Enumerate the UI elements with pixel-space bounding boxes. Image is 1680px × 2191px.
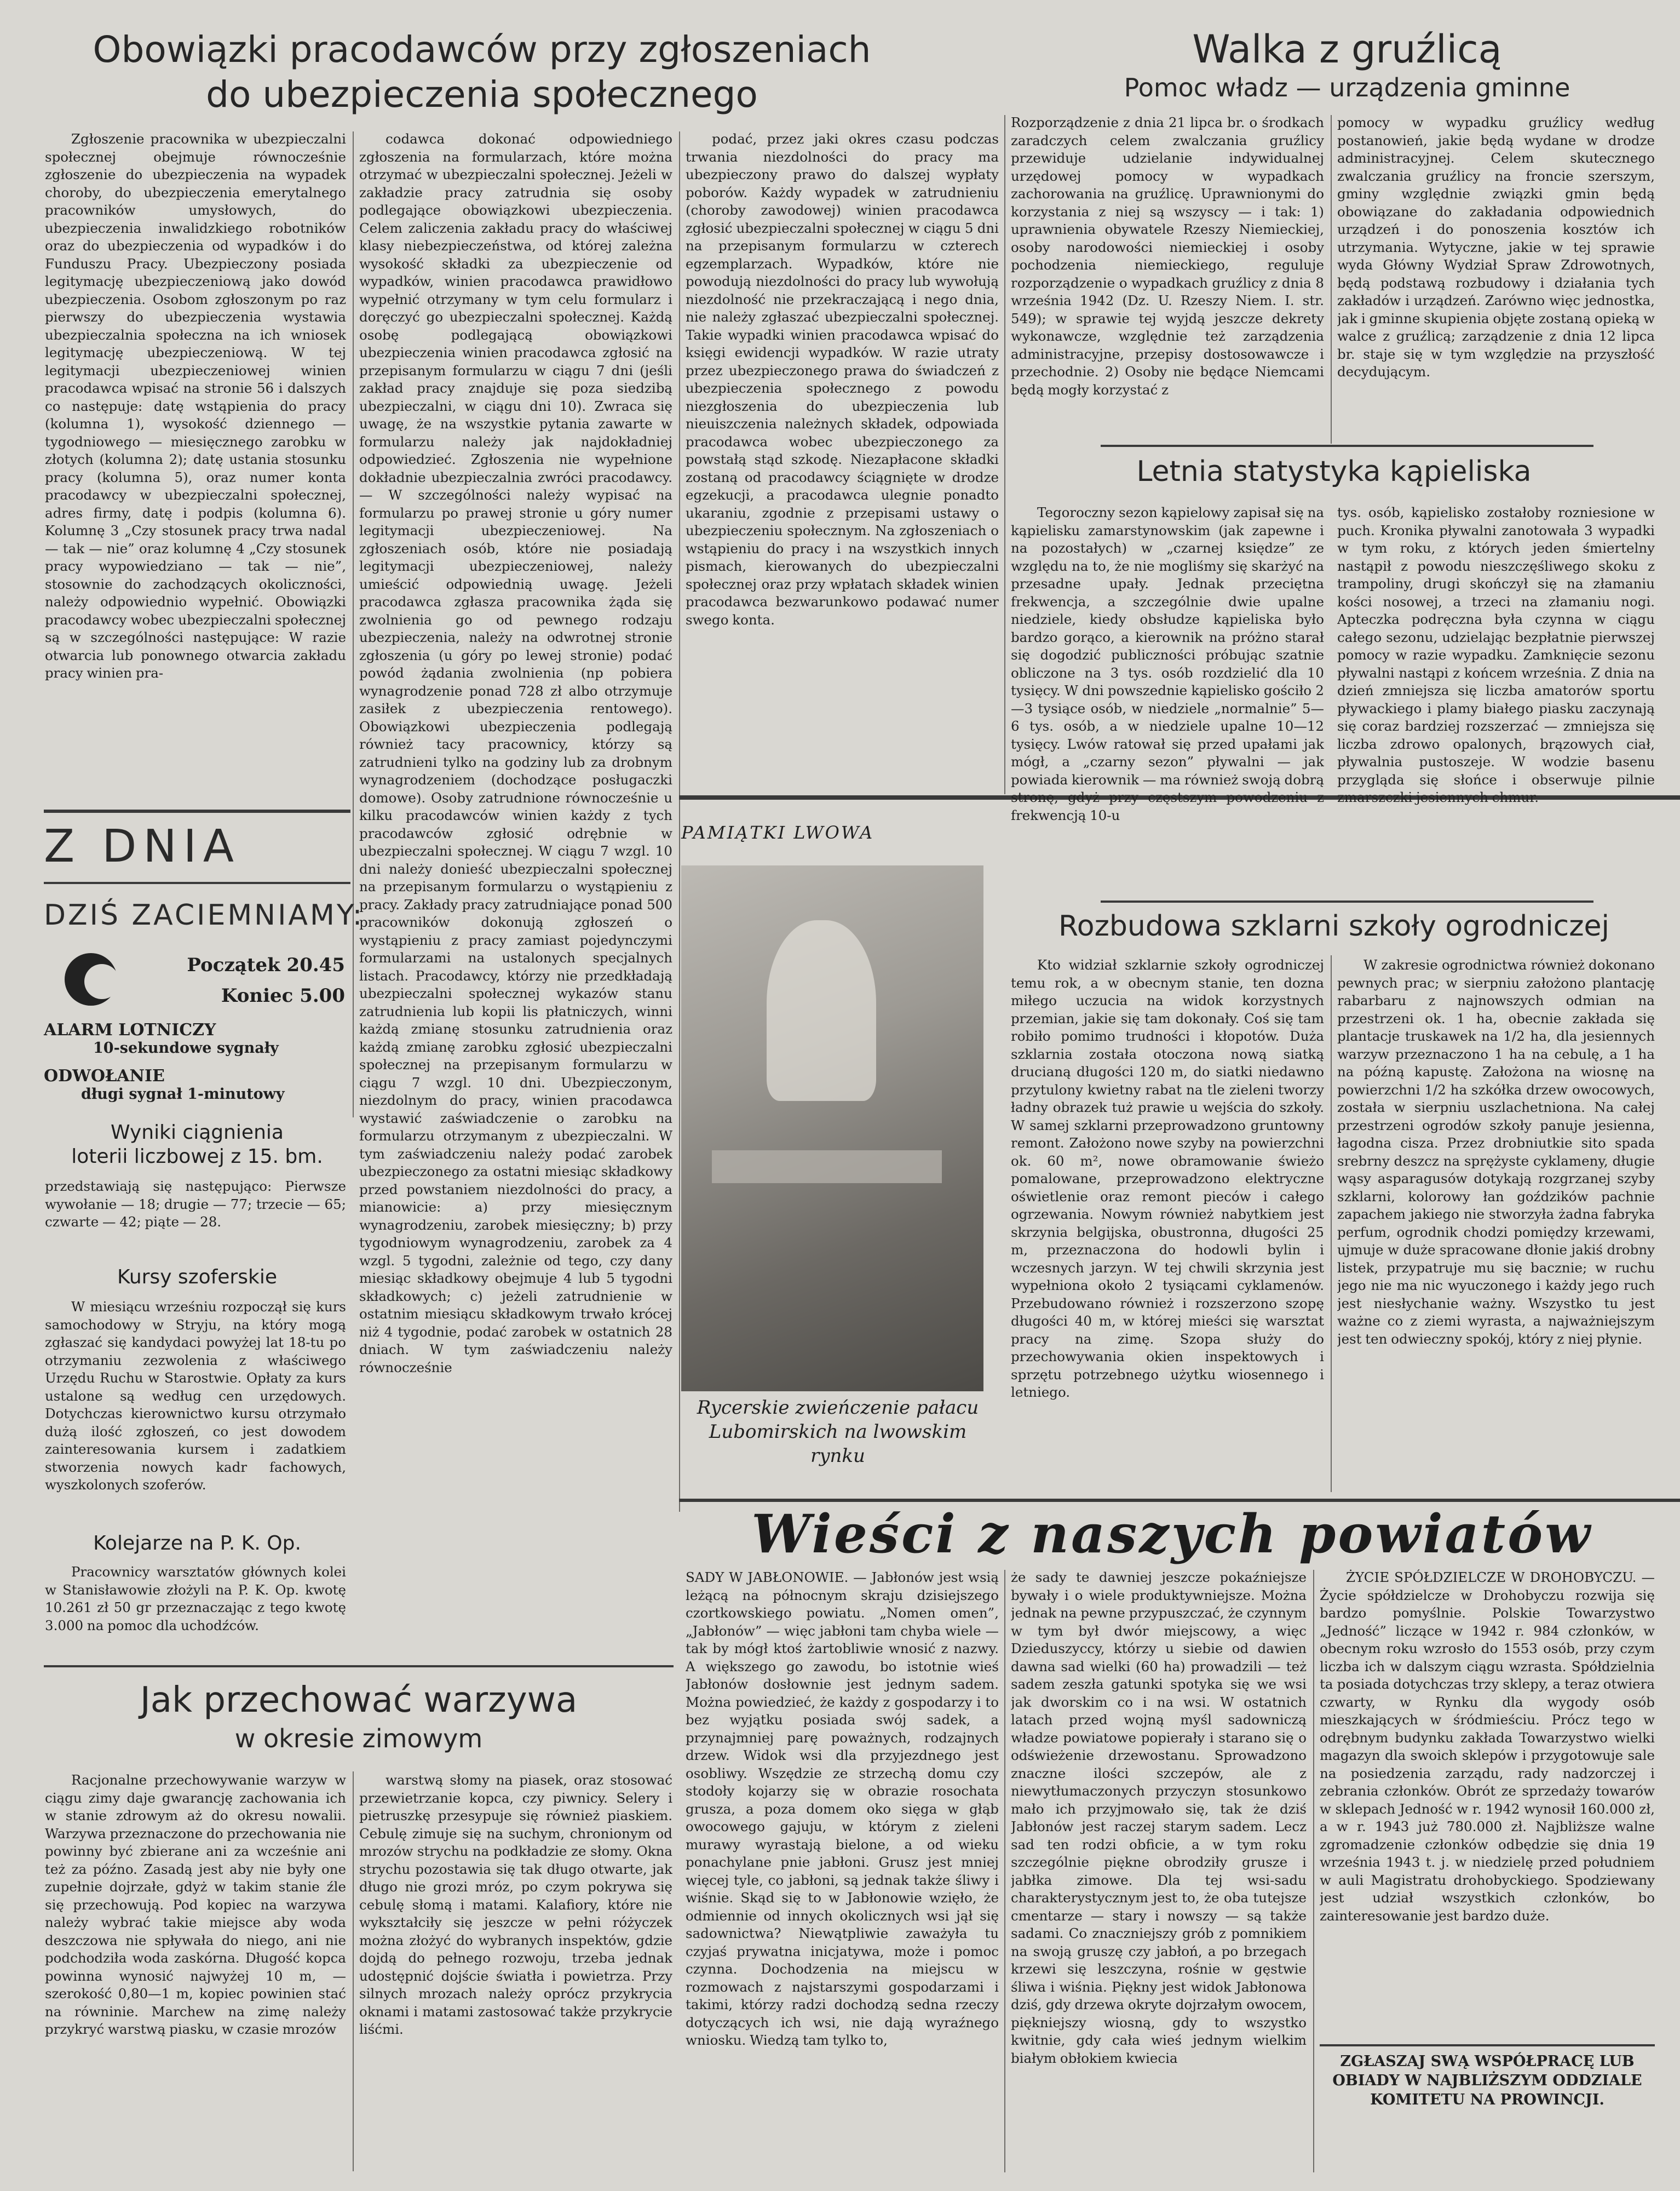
blackout-end-label: Koniec bbox=[221, 985, 294, 1007]
lottery-text: przedstawiają się następująco: Pierwsze wywołanie — 18; drugie — 77; trzecie — 65; czwarte — 42; piąte — 28. bbox=[45, 1178, 346, 1230]
article-5-column-2: warstwą słomy na piasek, oraz stosować przewietrzanie kopca, czy piwnicy. Selery i pietruszkę przesypuje się również piaskiem. Cebulę zimuje się na suchym, chronionym od mrozów strychu na podkładzie ze słomy. Okna strychu pozostawia się tak długo otwarte, jak długo nie grozi mróz, po czym pokrywa się cebulę słomą i matami. Kalafiory, które nie wykształciły się jeszcze w pełni różyczek można złożyć do wybranych inspektów, gdzie dojdą do pełnego rozwoju, trzeba jednak udostępnić dojście światła i powietrza. Przy silnych mrozach należy oprócz przykrycia oknami i matami zastosować także przykrycie liśćmi. bbox=[359, 1772, 672, 2037]
article-3-column-1: Tegoroczny sezon kąpielowy zapisał się na kąpielisku zamarstynowskim (jak zapewne i na pozostałych) w „czarnej księdze” ze względu na to, że nie mogliśmy się skarżyć na przesadne upały. Jednak przeciętna frekwencja, a szczególnie dwie upalne niedziele, kiedy obsłudze kąpieliska było bardzo gorąco, a kierownik na próżno starał się dogodzić publiczności próbując szatnie obliczone na 3 tys. osób rozdzielić dla 10 tysięcy. W dni powszednie kąpielisko gościło 2—3 tysiące osób, w niedziele „normalnie” 5—6 tys. osób, a w niedziele upalne 10—12 tysięcy. Lwów ratował się przed upałami jak mógł, a „czarny sezon” pływalni — jak powiada kierownik — ma również swoją dobrą stronę, gdyż przy częstszym powodzeniu z frekwencją 10-u bbox=[1011, 504, 1324, 823]
sidebar-title-rule bbox=[44, 882, 350, 884]
article-4-title: Rozbudowa szklarni szkoły ogrodniczej bbox=[1058, 910, 1609, 943]
air-raid-text: 10-sekundowe sygnały bbox=[93, 1040, 279, 1057]
article-6-column-3: ŻYCIE SPÓŁDZIELCZE W DROHOBYCZU. — Życie spółdzielcze w Drohobyczu rozwija się bardzo pomyślnie. Polskie Towarzystwo „Jedność” liczące w 1942 r. 984 członków, w obecnym roku wzrosło do 1553 osób, przy czym liczba ich w dalszym ciągu wzrasta. Spółdzielnia ta posiada dotychczas trzy sklepy, a teraz otwiera czwarty, w Rynku dla wygody osób mieszkających w śródmieściu. Prócz tego w odrębnym budynku zakłada Towarzystwo wielki magazyn dla swoich sklepów i przygotowuje sale na posiedzenia zarządu, rady nadzorczej i zebrania członków. Obrót ze sprzedaży towarów w sklepach Jedność w r. 1942 wynosił 160.000 zł, a w r. 1943 już 780.000 zł. Najbliższe walne zgromadzenie członków odbędzie się dnia 19 września 1943 t. j. w niedzielę przed południem w auli Magistratu drohobyckiego. Spodziewany jest udział wszystkich członków, bo zainteresowanie jest bardzo duże. bbox=[1320, 1569, 1655, 1924]
photo-caption: Rycerskie zwieńczenie pałacu Lubomirskich na lwowskim rynku bbox=[697, 1397, 979, 1467]
article-6-title: Wieści z naszych powiatów bbox=[751, 1503, 1592, 1565]
article-4-column-1: Kto widział szklarnie szkoły ogrodniczej temu rok, a w obecnym stanie, ten dozna miłego uczucia na widok korzystnych przemian, jakie się tam dokonały. Coś się tam robiło pomimo trudności i kłopotów. Duża szklarnia została otoczona nową siatką drucianą długości 120 m, do siatki niedawno przytulony kwietny rabat na tle zieleni tworzy ładny obrazek tuż prawie u wejścia do szkoły. W samej szklarni przeprowadzono gruntowny remont. Założono nowe szyby na powierzchni ok. 60 m², nowe obramowanie świeżo pomalowane, przeprowadzono elektryczne oświetlenie oraz remont pieców i całego ogrzewania. Nowym również nabytkiem jest skrzynia belgijska, obustronna, długości 25 m, przeznaczona do hodowli bylin i wczesnych jarzyn. W tej chwili skrzynia jest wypełniona około 2 tysiącami cyklamenów. Przebudowano również i rozszerzono szopę długości 40 m, w której mieści się warsztat pracy na zimę. Szopa służy do przechowywania okien inspektowych i sprzętu potrzebnego użytku wiosennego i letniego. bbox=[1011, 957, 1324, 1400]
article-2-subtitle: Pomoc władz — urządzenia gminne bbox=[1124, 73, 1570, 102]
all-clear-title: ODWOŁANIE bbox=[44, 1066, 165, 1086]
article-1-title-line-1: Obowiązki pracodawców przy zgłoszeniach bbox=[93, 28, 871, 71]
railway-text: Pracownicy warsztatów głównych kolei w Stanisławowie złożyli na P. K. Op. kwotę 10.261 zł 50 gr przeznaczając z tego kwotę 3.000 na pomoc dla uchodźców. bbox=[45, 1564, 346, 1633]
lottery-title-line-2: loterii liczbowej z 15. bm. bbox=[71, 1145, 323, 1168]
column-divider bbox=[1004, 1570, 1005, 2172]
blackout-start bbox=[186, 953, 345, 977]
article-6-column-1: SADY W JABŁONOWIE. — Jabłonów jest wsią leżącą na północnym skraju dzisiejszego czortkowskiego powiatu. „Nomen omen”, „Jabłonów” — więc jabłoni tam chyba wiele — tak by mógł ktoś żartobliwie wnosić z nazwy. A większego go zawodu, bo istotnie wieś Jabłonów dosłownie jest jednym sadem. Można powiedzieć, że każdy z gospodarzy i to bez wyjątku posiada swój sadek, a przynajmniej parę poważnych, rodzajnych drzew. Widok wsi dla przyjezdnego jest osobliwy. Wszędzie ze strzechą domu czy stodoły kojarzy się w obrazie rosochata grusza, a poza domem oko sięga w głąb owocowego gajuju, w którym z zieleni murawy wyrastają bielone, a od wieku ponachylane pnie jabłoni. Grusz jest mniej więcej tyle, co jabłoni, są jednak także śliwy i wiśnie. Skąd się to w Jabłonowie wzięło, że odmiennie od innych okolicznych wsi jął się sadownictwa? Niewątpliwie zaważyła tu czyjaś prywatna inicjatywa, może i pomoc czynna. Dochodzenia na miejscu w rozmowach z najstarszymi gospodarzami i takimi, którzy radzi dochodzą sedna rzeczy dotyczących ich wsi, nie dają wyraźnego wniosku. Wiedzą tam tylko to, bbox=[686, 1569, 999, 2048]
air-raid-title: ALARM LOTNICZY bbox=[44, 1020, 216, 1040]
article-3-column-2: tys. osób, kąpielisko zostałoby rozniesione w puch. Kronika pływalni zanotowała 3 wypadki w tym roku, z których jeden śmiertelny nastąpił z powodu nieszczęśliwego skoku z trampoliny, drugi skończył się na złamaniu kości nosowej, a trzeci na złamaniu nogi. Apteczka podręczna była czynna w ciągu całego sezonu, udzielając bezpłatnie pierwszej pomocy w razie wypadku. Zamknięcie sezonu pływalni nastąpi z końcem września. Z dnia na dzień zmniejsza się liczba amatorów sportu pływackiego i plamy białego piasku zaczynają się coraz bardziej rozszerzać — zmniejsza się liczba zdrowo opalonych, brązowych ciał, pływalnia pustoszeje. W wodzie basenu przygląda się słońce i obserwuje pilnie zmarszczki jesiennych chmur. bbox=[1337, 504, 1655, 805]
article-5-rule bbox=[44, 1665, 674, 1667]
footer-notice-rule bbox=[1320, 2044, 1655, 2046]
footer-notice: ZGŁASZAJ SWĄ WSPÓŁPRACĘ LUB OBIADY W NAJBLIŻSZYM ODDZIALE KOMITETU NA PROWINCJI. bbox=[1332, 2053, 1642, 2108]
article-3-rule bbox=[1101, 445, 1593, 447]
moon-icon-cutout bbox=[84, 964, 119, 999]
column-divider bbox=[1004, 115, 1005, 794]
driving-course-text: W miesiącu wrześniu rozpoczął się kurs samochodowy w Stryju, na który mogą zgłaszać się kandydaci powyżej lat 18-tu po otrzymaniu zezwolenia z właściwego Urzędu Ruchu w Starostwie. Opłaty za kurs ustalone są według cen urzędowych. Dotychczas kierownictwo kursu otrzymało dużą ilość zgłoszeń, co jest dowodem zainteresowania kursem i zadatkiem stworzenia nowych kadr fachowych, wyszkolonych szoferów. bbox=[45, 1299, 346, 1493]
article-1-column-2: codawca dokonać odpowiedniego zgłoszenia na formularzach, które można otrzymać w ubezpieczalni społecznej. Jeżeli w zakładzie pracy zatrudnia się osoby podlegające obowiązkowi ubezpieczenia. Celem zaliczenia zakładu pracy do właściwej klasy niebezpieczeństwa, od której zależna wysokość składki za ubezpieczenie od wypadków, winien pracodawca prawidłowo wypełnić otrzymany w tym celu formularz i doręczyć go ubezpieczalni społecznej. Każdą osobę podlegającą obowiązkowi ubezpieczenia winien pracodawca zgłosić na przepisanym formularzu w ciągu 7 dni (jeśli zakład pracy znajduje się poza siedzibą ubezpieczalni, w ciągu dni 10). Zwraca się uwagę, że na wszystkie pytania zawarte w formularzu należy jak najdokładniej odpowiedzieć. Zgłoszenia nie wypełnione dokładnie ubezpieczalnia zwróci pracodawcy. — W szczególności należy wypisać na formularzu po prawej stronie u góry numer legitymacji ubezpieczeniowej. Na zgłoszeniach osób, które nie posiadają legitymacji ubezpieczeniowej, należy umieścić odpowiednią uwagę. Jeżeli pracodawca zgłasza pracownika żąda się zwolnienia go od pewnego rodzaju ubezpieczenia, należy na odwrotnej stronie zgłoszenia (u góry po lewej stronie) podać powód żądania zwolnienia (np pobiera wynagrodzenie ponad 728 zł albo otrzymuje zasiłek z ubezpieczenia rentowego). Obowiązkowi ubezpieczenia podlegają również tacy pracownicy, którzy są zatrudnieni tylko na godziny lub za drobnym wynagrodzeniem (dochodzące posługaczki domowe). Osoby zatrudnione równocześnie u kilku pracodawców winien każdy z tych pracodawców zgłosić odrębnie w ubezpieczalni społecznej. W ciągu 7 wzgl. 10 dni należy donieść ubezpieczalni społecznej na przepisanym formularzu o wystąpieniu z pracy. Zakłady pracy zatrudniające ponad 500 pracowników dokonują zgłoszeń o wystąpieniu z pracy zamiast pojedynczymi formularzami na ustalonych specjalnych listach. Pracodawcy, którzy nie przedkładają ubezpieczalni społecznej wykazów stanu zatrudnienia lub kopii lis płatniczych, winni każdą zmianę stosunku zatrudnienia oraz każdą zmianę zarobku zgłosić ubezpieczalni społecznej na przepisanym formularzu w ciągu 7 wzgl. 10 dni. Ubezpieczonym, niezdolnym do pracy, winien pracodawca wystawić zaświadczenie o zarobku na formularzu otrzymanym z ubezpieczalni. W tym zaświadczeniu należy podać zarobek ubezpieczonego za ostatni miesiąc składkowy przed powstaniem niezdolności do pracy, a mianowicie: a) przy miesięcznym wynagrodzeniu, zarobek miesięczny; b) przy tygodniowym wynagrodzeniu, zarobek za 4 wzgl. 5 tygodni, zależnie od tego, czy dany miesiąc składkowy obejmuje 4 lub 5 tygodni składkowych; c) jeżeli zatrudnienie w ostatnim miesiącu składkowym trwało krócej niż 4 tygodnie, podać zarobek w ostatnich 28 dniach. W tym zaświadczeniu należy równocześnie bbox=[359, 131, 672, 1375]
article-2-column-1: Rozporządzenie z dnia 21 lipca br. o środkach zaradczych celem zwalczania gruźlicy przewiduje udzielanie indywidualnej urzędowej pomocy w wypadkach zachorowania na gruźlicę. Uprawnionymi do korzystania z niej są wszyscy — i tak: 1) uprawnienia obywatele Rzeszy Niemieckiej, osoby narodowości niemieckiej i osoby pochodzenia niemieckiego, reguluje rozporządzenie o wypadkach gruźlicy z dnia 8 września 1942 (Dz. U. Rzeszy Niem. I. str. 549); w sprawie tej wyjdą jeszcze dekrety wykonawcze, względnie też zarządzenia administracyjne, przepisy dostosowawcze i przechodnie. 2) Osoby nie będące Niemcami będą mogły korzystać z bbox=[1011, 114, 1324, 398]
column-divider bbox=[353, 131, 354, 1117]
driving-course-title: Kursy szoferskie bbox=[117, 1266, 277, 1288]
article-2-title: Walka z gruźlicą bbox=[1192, 27, 1502, 72]
blackout-start-time: 20.45 bbox=[286, 954, 345, 976]
blackout-end-time: 5.00 bbox=[300, 985, 345, 1007]
blackout-start-label: Początek bbox=[187, 954, 280, 976]
article-1-title-line-2: do ubezpieczenia społecznego bbox=[206, 73, 758, 116]
sidebar-title: Z DNIA bbox=[44, 821, 240, 873]
article-4-column-2: W zakresie ogrodnictwa również dokonano pewnych prac; w sierpniu założono plantację rabarbaru z najnowszych odmian na przestrzeni ok. 1 ha, obecnie zakłada się plantacje truskawek na 1/2 ha, dla jesiennych warzyw przeznaczono 1 ha na cebulę, a 1 ha na późną kapustę. Założona na wiosnę na powierzchni 1/2 ha szkółka drzew owocowych, została w sierpniu uszlachetniona. Na całej przestrzeni ogrodów szkoły panuje jesienna, łagodna cisza. Przez drobniutkie sito spada srebrny deszcz na sprężyste cyklameny, długie wąsy asparagusów dotykają rozgrzanej szyby szklarni, kolorowy łan goździków pachnie zapachem jakiego nie stworzyła żadna fabryka perfum, ogrodnik chodzi pomiędzy krzewami, ujmuje w duże spracowane dłonie jakiś drobny listek, przypatruje mu się bacznie; w ruchu jego nie ma nic wyuczonego i każdy jego ruch jest niesłychanie ważny. Wszystko tu jest ważne co z ziemi wyrasta, a najważniejszym jest ten odwieczny spokój, który z niej płynie. bbox=[1337, 957, 1655, 1347]
article-1-column-3: podać, przez jaki okres czasu podczas trwania niezdolności do pracy ma ubezpieczony prawo do dalszej wypłaty poborów. Każdy wypadek w zatrudnieniu (choroby zawodowej) winien pracodawca zgłosić ubezpieczalni społecznej w ciągu 5 dni na przepisanym formularzu w czterech egzemplarzach. Wypadków, które nie powodują niezdolności do pracy lub wywołują niezdolność nie przekraczającą i nego dnia, nie należy zgłaszać ubezpieczalni społecznej. Takie wypadki winien pracodawca wpisać do księgi ewidencji wypadków. W razie utraty przez ubezpieczonego prawa do świadczeń z ubezpieczenia społecznego z powodu niezgłoszenia do ubezpieczenia lub nieuiszczenia należnych składek, odpowiada pracodawca wobec ubezpieczonego za powstałą stąd szkodę. Niezapłacone składki zostaną od pracodawcy ściągnięte w drodze egzekucji, a pracodawca ulegnie ponadto ukaraniu, zgodnie z przepisami ustawy o ubezpieczeniu społecznym. Na zgłoszeniach o wstąpieniu do pracy i na wszystkich innych pismach, kierowanych do ubezpieczalni społecznej oraz przy wpłatach składek winien pracodawca bezwarunkowo podawać numer swego konta. bbox=[686, 131, 999, 628]
photo-statue-shape bbox=[767, 920, 876, 1101]
blackout-heading: DZIŚ ZACIEMNIAMY: bbox=[44, 899, 365, 932]
lottery-title-line-1: Wyniki ciągnienia bbox=[111, 1121, 284, 1144]
article-4-rule bbox=[1101, 901, 1593, 903]
blackout-end bbox=[186, 984, 345, 1008]
column-divider bbox=[353, 1771, 354, 2171]
article-2-column-2: pomocy w wypadku gruźlicy według postanowień, jakie będą wydane w drodze administracyjnej. Celem skutecznego zwalczania gruźlicy na froncie szerszym, gminy względnie związki gmin będą obowiązane do zakładania odpowiednich urządzeń i do ponoszenia kosztów ich utrzymania. Wytyczne, jakie w tej sprawie wyda Główny Wydział Spraw Zdrowotnych, będą podstawą rozbudowy i działania tych zakładów i urządzeń. Zarówno więc jednostka, jak i gminne skupienia objęte zostaną opieką w walce z gruźlicą; zarządzenie z dnia 12 lipca br. staje się w tym względzie na przyszłość decydującym. bbox=[1337, 114, 1655, 380]
photo-pedestal-shape bbox=[712, 1150, 942, 1183]
photo-title: PAMIĄTKI LWOWA bbox=[681, 822, 874, 843]
column-divider bbox=[1313, 1570, 1314, 2172]
sidebar-top-rule bbox=[44, 810, 350, 813]
railway-title: Kolejarze na P. K. Op. bbox=[93, 1532, 301, 1555]
all-clear-text: długi sygnał 1-minutowy bbox=[81, 1086, 285, 1103]
column-divider bbox=[1331, 115, 1332, 444]
article-3-title: Letnia statystyka kąpieliska bbox=[1136, 455, 1532, 488]
article-5-title-line-2: w okresie zimowym bbox=[234, 1724, 483, 1753]
article-1-column-1: Zgłoszenie pracownika w ubezpieczalni społecznej obejmuje równocześnie zgłoszenie do ubezpieczenia na wypadek choroby, do ubezpieczenia emerytalnego pracowników umysłowych, do ubezpieczenia inwalidzkiego robotników oraz do ubezpieczenia od wypadków i do Funduszu Pracy. Ubezpieczony posiada legitymację ubezpieczeniową jako dowód ubezpieczenia. Osobom zgłoszonym po raz pierwszy do ubezpieczenia wystawia ubezpieczalnia społeczna na ich wniosek legitymację ubezpieczeniową. W tej legitymacji ubezpieczeniowej winien pracodawca wpisać na stronie 56 i dalszych co następuje: datę wstąpienia do pracy (kolumna 1), wysokość dziennego — tygodniowego — miesięcznego zarobku w złotych (kolumna 2); datę ustania stosunku pracy (kolumna 5), oraz numer konta pracodawcy w ubezpieczalni społecznej, adres firmy, datę i podpis (kolumna 6). Kolumnę 3 „Czy stosunek pracy trwa nadal — tak — nie” oraz kolumnę 4 „Czy stosunek pracy wypowiedziano — tak — nie”, stosownie do zachodzących okoliczności, należy odpowiednio wypełnić. Obowiązki pracodawcy wobec ubezpieczalni społecznej są w szczególności następujące: W razie otwarcia lub ponownego otwarcia zakładu pracy winien pra- bbox=[45, 131, 346, 681]
article-5-column-1: Racjonalne przechowywanie warzyw w ciągu zimy daje gwarancję zachowania ich w stanie zdrowym aż do okresu nowalii. Warzywa przeznaczone do przechowania nie powinny być zbierane ani za wcześnie ani też za późno. Zasadą jest aby nie były one zupełnie dojrzałe, gdyż w takim stanie źle się przechowują. Pod kopiec na warzywa należy wybrać takie miejsce aby woda deszczowa nie spływała do niego, ani nie podchodziła woda zaskórna. Długość kopca powinna wynosić najwyżej 10 m, — szerokość 0,80—1 m, kopiec powinien stać na równinie. Marchew na zimę należy przykryć warstwą piasku, w czasie mrozów bbox=[45, 1772, 346, 2037]
article-6-column-2: że sady te dawniej jeszcze pokaźniejsze bywały i o wiele produktywniejsze. Można jednak na pewne przypuszczać, że czynnym w tym był dwór miejscowy, a więc Dzieduszyccy, którzy u siebie od dawien dawna sad wielki (60 ha) prowadzili — też sadem zeszła gatunki spotyka się we wsi jak dworskim co i na wsi. W ostatnich latach przed wojną myśl sadowniczą władze powiatowe popierały i starano się o odświeżenie drzewostanu. Sprowadzono znaczne ilości szczepów, ale z niewytłumaczonych przyczyn stosunkowo mało ich przyjmowało się, tak że dziś Jabłonów jest raczej starym sadem. Lecz sad ten rodzi obficie, a w tym roku szczególnie piękne obrodziły grusze i jabłka zimowe. Dla tej wsi-sadu charakterystycznym jest to, że oba tutejsze cmentarze — stary i nowszy — są także sadami. Co znaczniejszy grób z pomnikiem na swoją gruszę czy jabłoń, a po brzegach krzewi się leszczyna, rośnie w gęstwie śliwa i wiśnia. Piękny jest widok Jabłonowa dziś, gdy drzewa okryte dojrzałym owocem, piękniejszy wiosną, gdy to wszystko kwitnie, gdy cała wieś jednym wielkim białym obłokiem kwiecia bbox=[1011, 1569, 1307, 2066]
article-5-title-line-1: Jak przechować warzywa bbox=[140, 1680, 578, 1720]
column-divider bbox=[679, 131, 680, 1512]
column-divider bbox=[1331, 955, 1332, 1492]
